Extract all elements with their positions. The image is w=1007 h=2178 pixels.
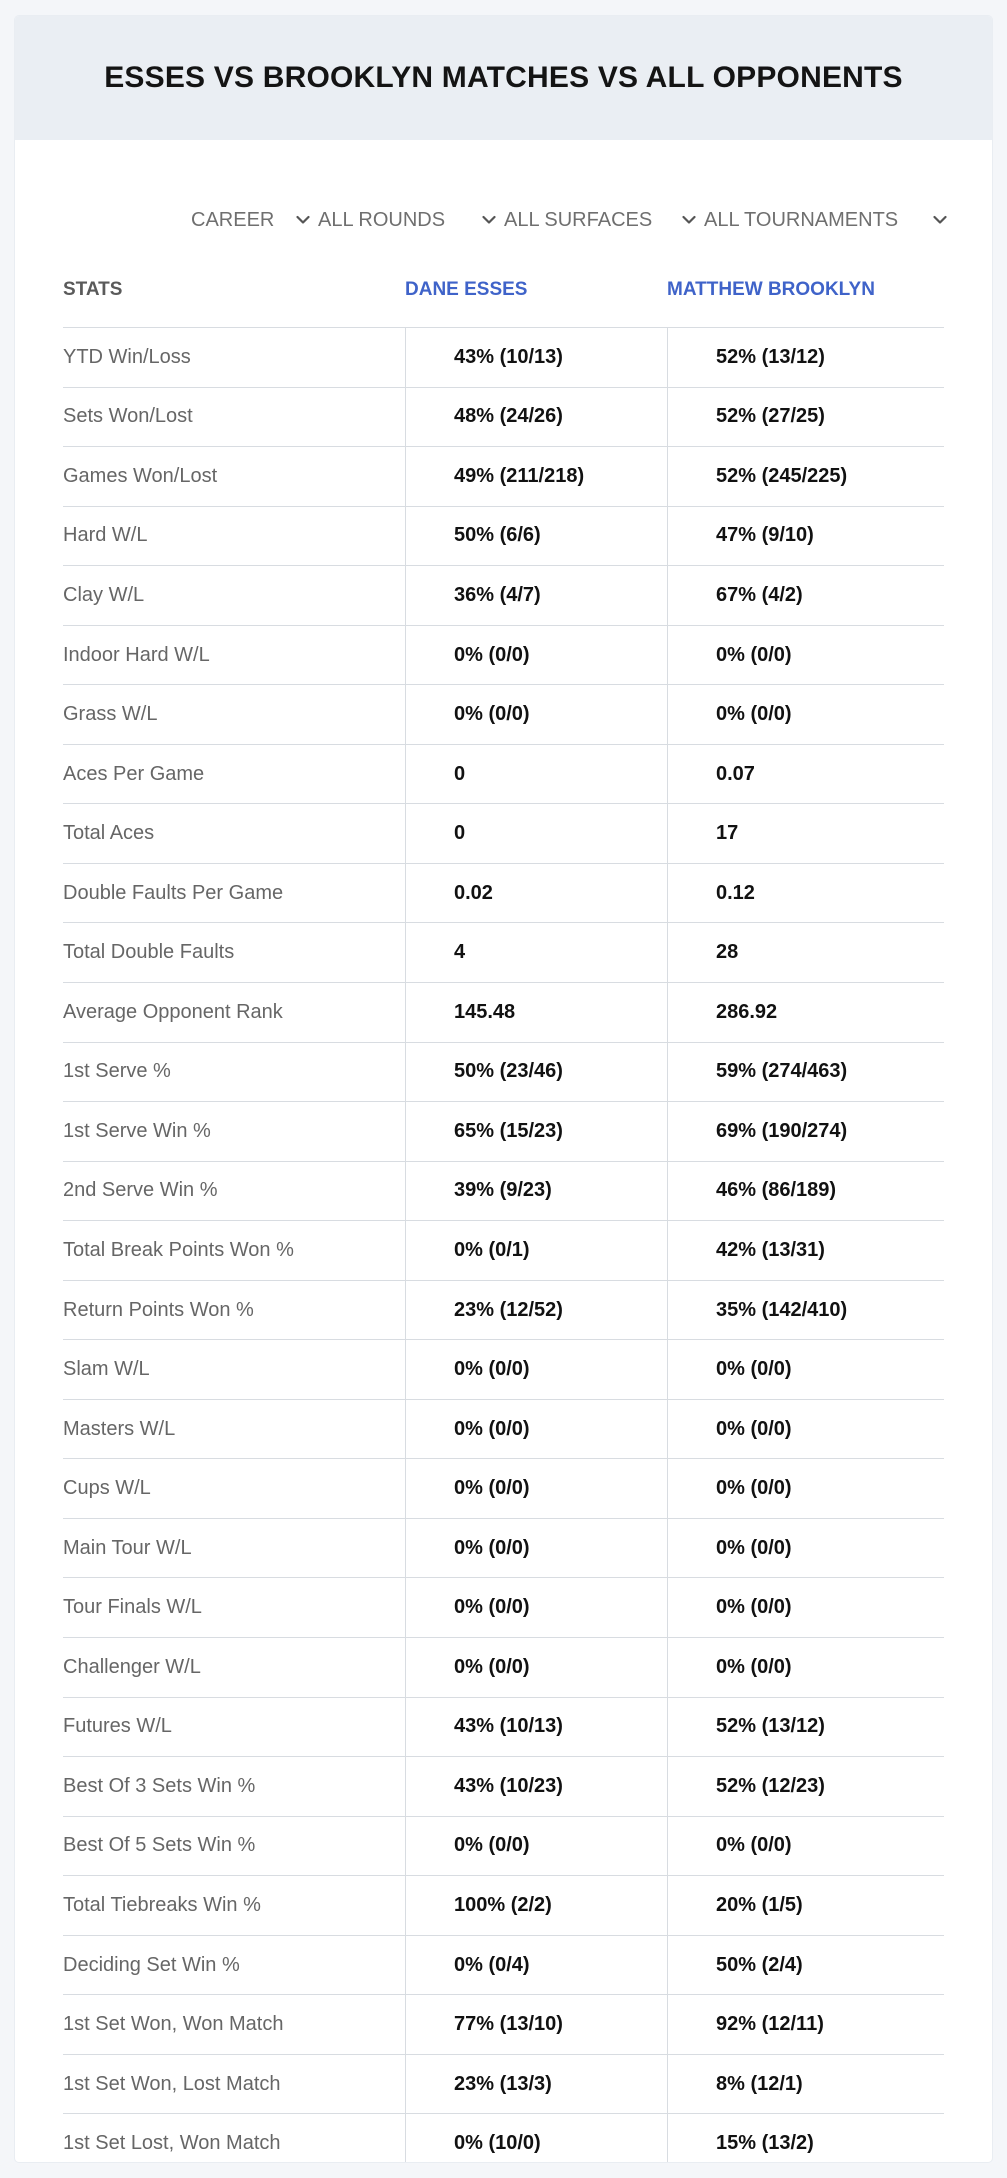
player1-value: 0	[405, 745, 667, 804]
table-row	[63, 1757, 944, 1817]
player1-value: 77% (13/10)	[405, 1995, 667, 2054]
table-row	[63, 2114, 944, 2162]
player2-value: 52% (13/12)	[667, 328, 944, 387]
player1-value: 0.02	[405, 864, 667, 923]
table-row	[63, 923, 944, 983]
player2-value: 47% (9/10)	[667, 507, 944, 566]
table-row	[63, 1400, 944, 1460]
player2-value: 0% (0/0)	[667, 1400, 944, 1459]
player2-value: 0% (0/0)	[667, 1340, 944, 1399]
chevron-down-icon	[680, 211, 698, 229]
player2-value: 286.92	[667, 983, 944, 1042]
player2-value: 0% (0/0)	[667, 1578, 944, 1637]
card-header	[15, 16, 992, 140]
player1-value: 0% (0/0)	[405, 1817, 667, 1876]
player1-value: 0% (0/0)	[405, 1578, 667, 1637]
table-row	[63, 1102, 944, 1162]
row-label: Total Break Points Won %	[63, 1238, 294, 1261]
chevron-down-icon	[480, 211, 498, 229]
player2-value: 0.07	[667, 745, 944, 804]
table-row	[63, 507, 944, 567]
row-label: Futures W/L	[63, 1715, 172, 1738]
row-label: Tour Finals W/L	[63, 1596, 202, 1619]
player1-value: 0% (0/0)	[405, 1400, 667, 1459]
table-row	[63, 328, 944, 388]
player2-value: 52% (27/25)	[667, 388, 944, 447]
stats-table	[63, 253, 944, 2162]
player1-value: 65% (15/23)	[405, 1102, 667, 1161]
player2-value: 52% (245/225)	[667, 447, 944, 506]
row-label: Aces Per Game	[63, 762, 205, 785]
row-label: 1st Set Lost, Won Match	[63, 2132, 281, 2155]
player1-value: 43% (10/13)	[405, 1698, 667, 1757]
row-label: Return Points Won %	[63, 1298, 254, 1321]
table-row	[63, 1162, 944, 1222]
table-row	[63, 1459, 944, 1519]
rounds-select-value: ALL ROUNDS	[318, 208, 446, 231]
row-label: 2nd Serve Win %	[63, 1179, 218, 1202]
player2-value: 0% (0/0)	[667, 626, 944, 685]
table-row	[63, 388, 944, 448]
row-label: Total Double Faults	[63, 941, 235, 964]
table-row	[63, 804, 944, 864]
surfaces-select-value: ALL SURFACES	[504, 208, 653, 231]
row-label: Slam W/L	[63, 1358, 150, 1381]
row-label: Grass W/L	[63, 703, 158, 726]
player1-value: 0% (0/4)	[405, 1936, 667, 1995]
table-row	[63, 2055, 944, 2115]
column-header-player2[interactable]: MATTHEW BROOKLYN	[667, 279, 875, 300]
player1-value: 48% (24/26)	[405, 388, 667, 447]
player1-value: 0% (0/0)	[405, 1340, 667, 1399]
surfaces-select[interactable]	[504, 209, 704, 232]
page-title: ESSES VS BROOKLYN MATCHES VS ALL OPPONENTS	[104, 61, 903, 94]
row-label: Double Faults Per Game	[63, 881, 284, 904]
row-label: Hard W/L	[63, 524, 148, 547]
row-label: Total Aces	[63, 822, 155, 845]
table-row	[63, 685, 944, 745]
column-header-player1[interactable]: DANE ESSES	[405, 279, 528, 300]
player2-value: 0% (0/0)	[667, 1817, 944, 1876]
row-label: Indoor Hard W/L	[63, 643, 210, 666]
table-row	[63, 1936, 944, 1996]
player2-value: 0% (0/0)	[667, 1519, 944, 1578]
player1-value: 0% (10/0)	[405, 2114, 667, 2162]
player1-value: 36% (4/7)	[405, 566, 667, 625]
player2-value: 0% (0/0)	[667, 685, 944, 744]
player1-value: 50% (6/6)	[405, 507, 667, 566]
table-row	[63, 1578, 944, 1638]
player2-value: 92% (12/11)	[667, 1995, 944, 2054]
row-label: 1st Serve Win %	[63, 1119, 211, 1142]
player2-value: 67% (4/2)	[667, 566, 944, 625]
column-header-stats: STATS	[63, 279, 123, 300]
player2-value: 0% (0/0)	[667, 1638, 944, 1697]
row-label: YTD Win/Loss	[63, 345, 191, 368]
player1-value: 0% (0/0)	[405, 1459, 667, 1518]
player1-value: 39% (9/23)	[405, 1162, 667, 1221]
player2-value: 42% (13/31)	[667, 1221, 944, 1280]
player1-value: 145.48	[405, 983, 667, 1042]
player2-value: 8% (12/1)	[667, 2055, 944, 2114]
player1-value: 0	[405, 804, 667, 863]
player2-value: 28	[667, 923, 944, 982]
player1-value: 4	[405, 923, 667, 982]
row-label: Masters W/L	[63, 1417, 176, 1440]
row-label: Main Tour W/L	[63, 1536, 192, 1559]
table-row	[63, 745, 944, 805]
table-row	[63, 1340, 944, 1400]
player1-value: 0% (0/0)	[405, 626, 667, 685]
chevron-down-icon	[294, 211, 312, 229]
player1-value: 0% (0/0)	[405, 1519, 667, 1578]
table-header	[63, 253, 944, 328]
table-row	[63, 1995, 944, 2055]
period-select-value: CAREER	[191, 208, 275, 231]
filter-bar	[175, 192, 955, 248]
period-select[interactable]	[175, 209, 318, 232]
player1-value: 50% (23/46)	[405, 1043, 667, 1102]
chevron-down-icon	[931, 211, 949, 229]
player1-value: 100% (2/2)	[405, 1876, 667, 1935]
row-label: Average Opponent Rank	[63, 1000, 283, 1023]
player1-value: 0% (0/0)	[405, 1638, 667, 1697]
stats-card	[15, 16, 992, 2162]
tournaments-select-value: ALL TOURNAMENTS	[704, 208, 899, 231]
player1-value: 0% (0/1)	[405, 1221, 667, 1280]
table-row	[63, 1043, 944, 1103]
table-body	[63, 328, 944, 2162]
player2-value: 59% (274/463)	[667, 1043, 944, 1102]
table-row	[63, 864, 944, 924]
player2-value: 52% (12/23)	[667, 1757, 944, 1816]
player1-value: 23% (12/52)	[405, 1281, 667, 1340]
row-label: Deciding Set Win %	[63, 1953, 240, 1976]
table-row	[63, 1281, 944, 1341]
player2-value: 35% (142/410)	[667, 1281, 944, 1340]
player2-value: 50% (2/4)	[667, 1936, 944, 1995]
row-label: Total Tiebreaks Win %	[63, 1893, 261, 1916]
player1-value: 43% (10/23)	[405, 1757, 667, 1816]
table-row	[63, 983, 944, 1043]
row-label: 1st Set Won, Won Match	[63, 2013, 284, 2036]
table-row	[63, 447, 944, 507]
row-label: Challenger W/L	[63, 1655, 201, 1678]
row-label: Clay W/L	[63, 583, 145, 606]
player2-value: 52% (13/12)	[667, 1698, 944, 1757]
player2-value: 17	[667, 804, 944, 863]
table-row	[63, 1638, 944, 1698]
rounds-select[interactable]	[318, 209, 504, 232]
row-label: Sets Won/Lost	[63, 405, 193, 428]
row-label: Cups W/L	[63, 1477, 151, 1500]
table-row	[63, 1876, 944, 1936]
player2-value: 15% (13/2)	[667, 2114, 944, 2162]
player1-value: 49% (211/218)	[405, 447, 667, 506]
table-row	[63, 566, 944, 626]
player1-value: 0% (0/0)	[405, 685, 667, 744]
player2-value: 46% (86/189)	[667, 1162, 944, 1221]
table-row	[63, 1817, 944, 1877]
table-row	[63, 1221, 944, 1281]
tournaments-select[interactable]	[704, 209, 955, 232]
player2-value: 20% (1/5)	[667, 1876, 944, 1935]
row-label: 1st Serve %	[63, 1060, 171, 1083]
row-label: Best Of 5 Sets Win %	[63, 1834, 256, 1857]
table-row	[63, 1698, 944, 1758]
player1-value: 43% (10/13)	[405, 328, 667, 387]
row-label: 1st Set Won, Lost Match	[63, 2072, 281, 2095]
table-row	[63, 626, 944, 686]
row-label: Best Of 3 Sets Win %	[63, 1774, 256, 1797]
player1-value: 23% (13/3)	[405, 2055, 667, 2114]
player2-value: 0% (0/0)	[667, 1459, 944, 1518]
player2-value: 69% (190/274)	[667, 1102, 944, 1161]
player2-value: 0.12	[667, 864, 944, 923]
table-row	[63, 1519, 944, 1579]
row-label: Games Won/Lost	[63, 464, 218, 487]
